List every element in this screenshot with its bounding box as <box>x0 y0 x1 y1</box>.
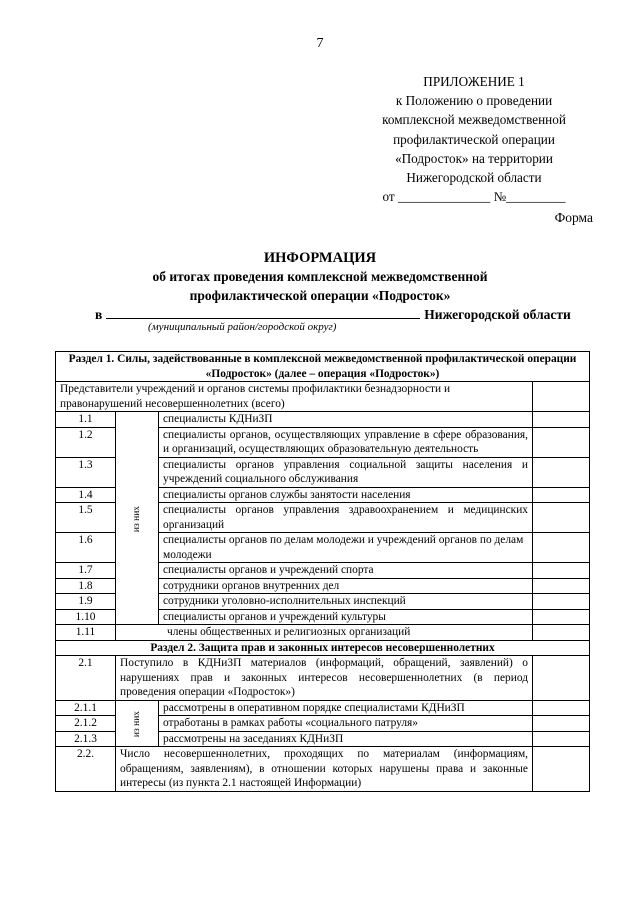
location-suffix: Нижегородской области <box>424 307 571 322</box>
value-cell[interactable] <box>533 487 590 503</box>
value-cell[interactable] <box>533 382 590 412</box>
value-cell[interactable] <box>533 427 590 457</box>
row-label: отработаны в рамках работы «социального патруля» <box>159 716 533 732</box>
group-label-cell <box>116 412 159 625</box>
row-label: рассмотрены на заседаниях КДНиЗП <box>159 731 533 747</box>
row-number: 1.6 <box>56 533 116 563</box>
row-number: 2.1 <box>56 656 116 701</box>
table-row <box>56 700 590 716</box>
value-cell[interactable] <box>533 731 590 747</box>
row-number: 1.8 <box>56 578 116 594</box>
table-row <box>56 412 590 428</box>
value-cell[interactable] <box>533 656 590 701</box>
row-label: специалисты органов управления социальной защиты населения и учреждений социального обслуживания <box>159 457 533 487</box>
group-label-cell <box>116 700 159 747</box>
document-title: ИНФОРМАЦИЯ <box>263 250 377 266</box>
appendix-line: «Подросток» на территории <box>395 150 553 166</box>
section1-header-row <box>56 352 590 382</box>
value-cell[interactable] <box>533 700 590 716</box>
appendix-line: профилактической операции <box>393 131 555 147</box>
row-label: Число несовершеннолетних, проходящих по материалам (информациям, обращениям, заявлениям), в отношении которых нарушены права и законные интересы (из пункта 2.1 настоящей Информации) <box>116 747 533 792</box>
document-subtitle <box>0 268 640 305</box>
value-cell[interactable] <box>533 533 590 563</box>
table-row <box>56 382 590 412</box>
row-label: Поступило в КДНиЗП материалов (информаций, обращений, заявлений) о нарушениях прав и законных интересов несовершеннолетних (в период проведения операции «Подросток») <box>116 656 533 701</box>
location-blank-field[interactable] <box>106 305 420 319</box>
group-label: из них <box>131 505 142 532</box>
row-number: 2.1.1 <box>56 700 116 716</box>
table-row <box>56 656 590 701</box>
value-cell[interactable] <box>533 609 590 625</box>
row-number: 1.11 <box>56 625 116 641</box>
value-cell[interactable] <box>533 578 590 594</box>
row-label: члены общественных и религиозных организаций <box>116 625 533 641</box>
value-cell[interactable] <box>533 716 590 732</box>
group-label: из них <box>131 710 142 738</box>
value-cell[interactable] <box>533 747 590 792</box>
row-label: рассмотрены в оперативном порядке специалистами КДНиЗП <box>159 700 533 716</box>
appendix-line: комплексной межведомственной <box>382 112 566 128</box>
appendix-line: ПРИЛОЖЕНИЕ 1 <box>423 74 525 89</box>
row-number: 1.10 <box>56 609 116 625</box>
table-row <box>56 625 590 641</box>
row-number: 1.4 <box>56 487 116 503</box>
section2-title: Раздел 2. Защита прав и законных интересов несовершеннолетних <box>56 640 590 656</box>
value-cell[interactable] <box>533 412 590 428</box>
row-number: 1.3 <box>56 457 116 487</box>
value-cell[interactable] <box>533 563 590 579</box>
section1-total-label: Представители учреждений и органов системы профилактики безнадзорности и правонарушений несовершеннолетних (всего) <box>56 382 533 412</box>
row-number: 1.9 <box>56 594 116 610</box>
table-row <box>56 747 590 792</box>
subtitle-line: об итогах проведения комплексной межведомственной <box>152 269 488 284</box>
appendix-line: к Положению о проведении <box>395 93 553 109</box>
row-number: 2.2. <box>56 747 116 792</box>
appendix-date-line: от ______________ №_________ <box>382 189 566 205</box>
row-label: специалисты органов по делам молодежи и учреждений органов по делам молодежи <box>159 533 533 563</box>
value-cell[interactable] <box>533 594 590 610</box>
section2-header-row <box>56 640 590 656</box>
row-number: 1.1 <box>56 412 116 428</box>
information-table <box>55 351 590 792</box>
row-number: 1.5 <box>56 503 116 533</box>
row-number: 1.7 <box>56 563 116 579</box>
subtitle-line: профилактической операции «Подросток» <box>189 287 451 303</box>
row-number: 2.1.2 <box>56 716 116 732</box>
row-label: сотрудники уголовно-исполнительных инспекций <box>159 594 533 610</box>
row-label: сотрудники органов внутренних дел <box>159 578 533 594</box>
location-prefix: в <box>95 307 103 322</box>
section1-title: Раздел 1. Силы, задействованные в комплексной межведомственной профилактической операции «Подросток» (далее – операция «Подросток») <box>56 352 590 382</box>
row-label: специалисты органов и учреждений культуры <box>159 609 533 625</box>
row-label: специалисты органов управления здравоохранением и медицинских организаций <box>159 503 533 533</box>
row-label: специалисты органов службы занятости населения <box>159 487 533 503</box>
value-cell[interactable] <box>533 625 590 641</box>
location-hint: (муниципальный район/городской округ) <box>148 321 337 333</box>
row-label: специалисты органов и учреждений спорта <box>159 563 533 579</box>
value-cell[interactable] <box>533 503 590 533</box>
value-cell[interactable] <box>533 457 590 487</box>
page-number: 7 <box>316 36 324 51</box>
appendix-line: Нижегородской области <box>406 170 542 186</box>
row-number: 1.2 <box>56 427 116 457</box>
row-label: специалисты органов, осуществляющих управление в сфере образования, и организаций, осуществляющих образовательную деятельность <box>159 427 533 457</box>
appendix-header <box>356 72 592 206</box>
form-label: Форма <box>554 210 593 225</box>
row-label: специалисты КДНиЗП <box>159 412 533 428</box>
row-number: 2.1.3 <box>56 731 116 747</box>
